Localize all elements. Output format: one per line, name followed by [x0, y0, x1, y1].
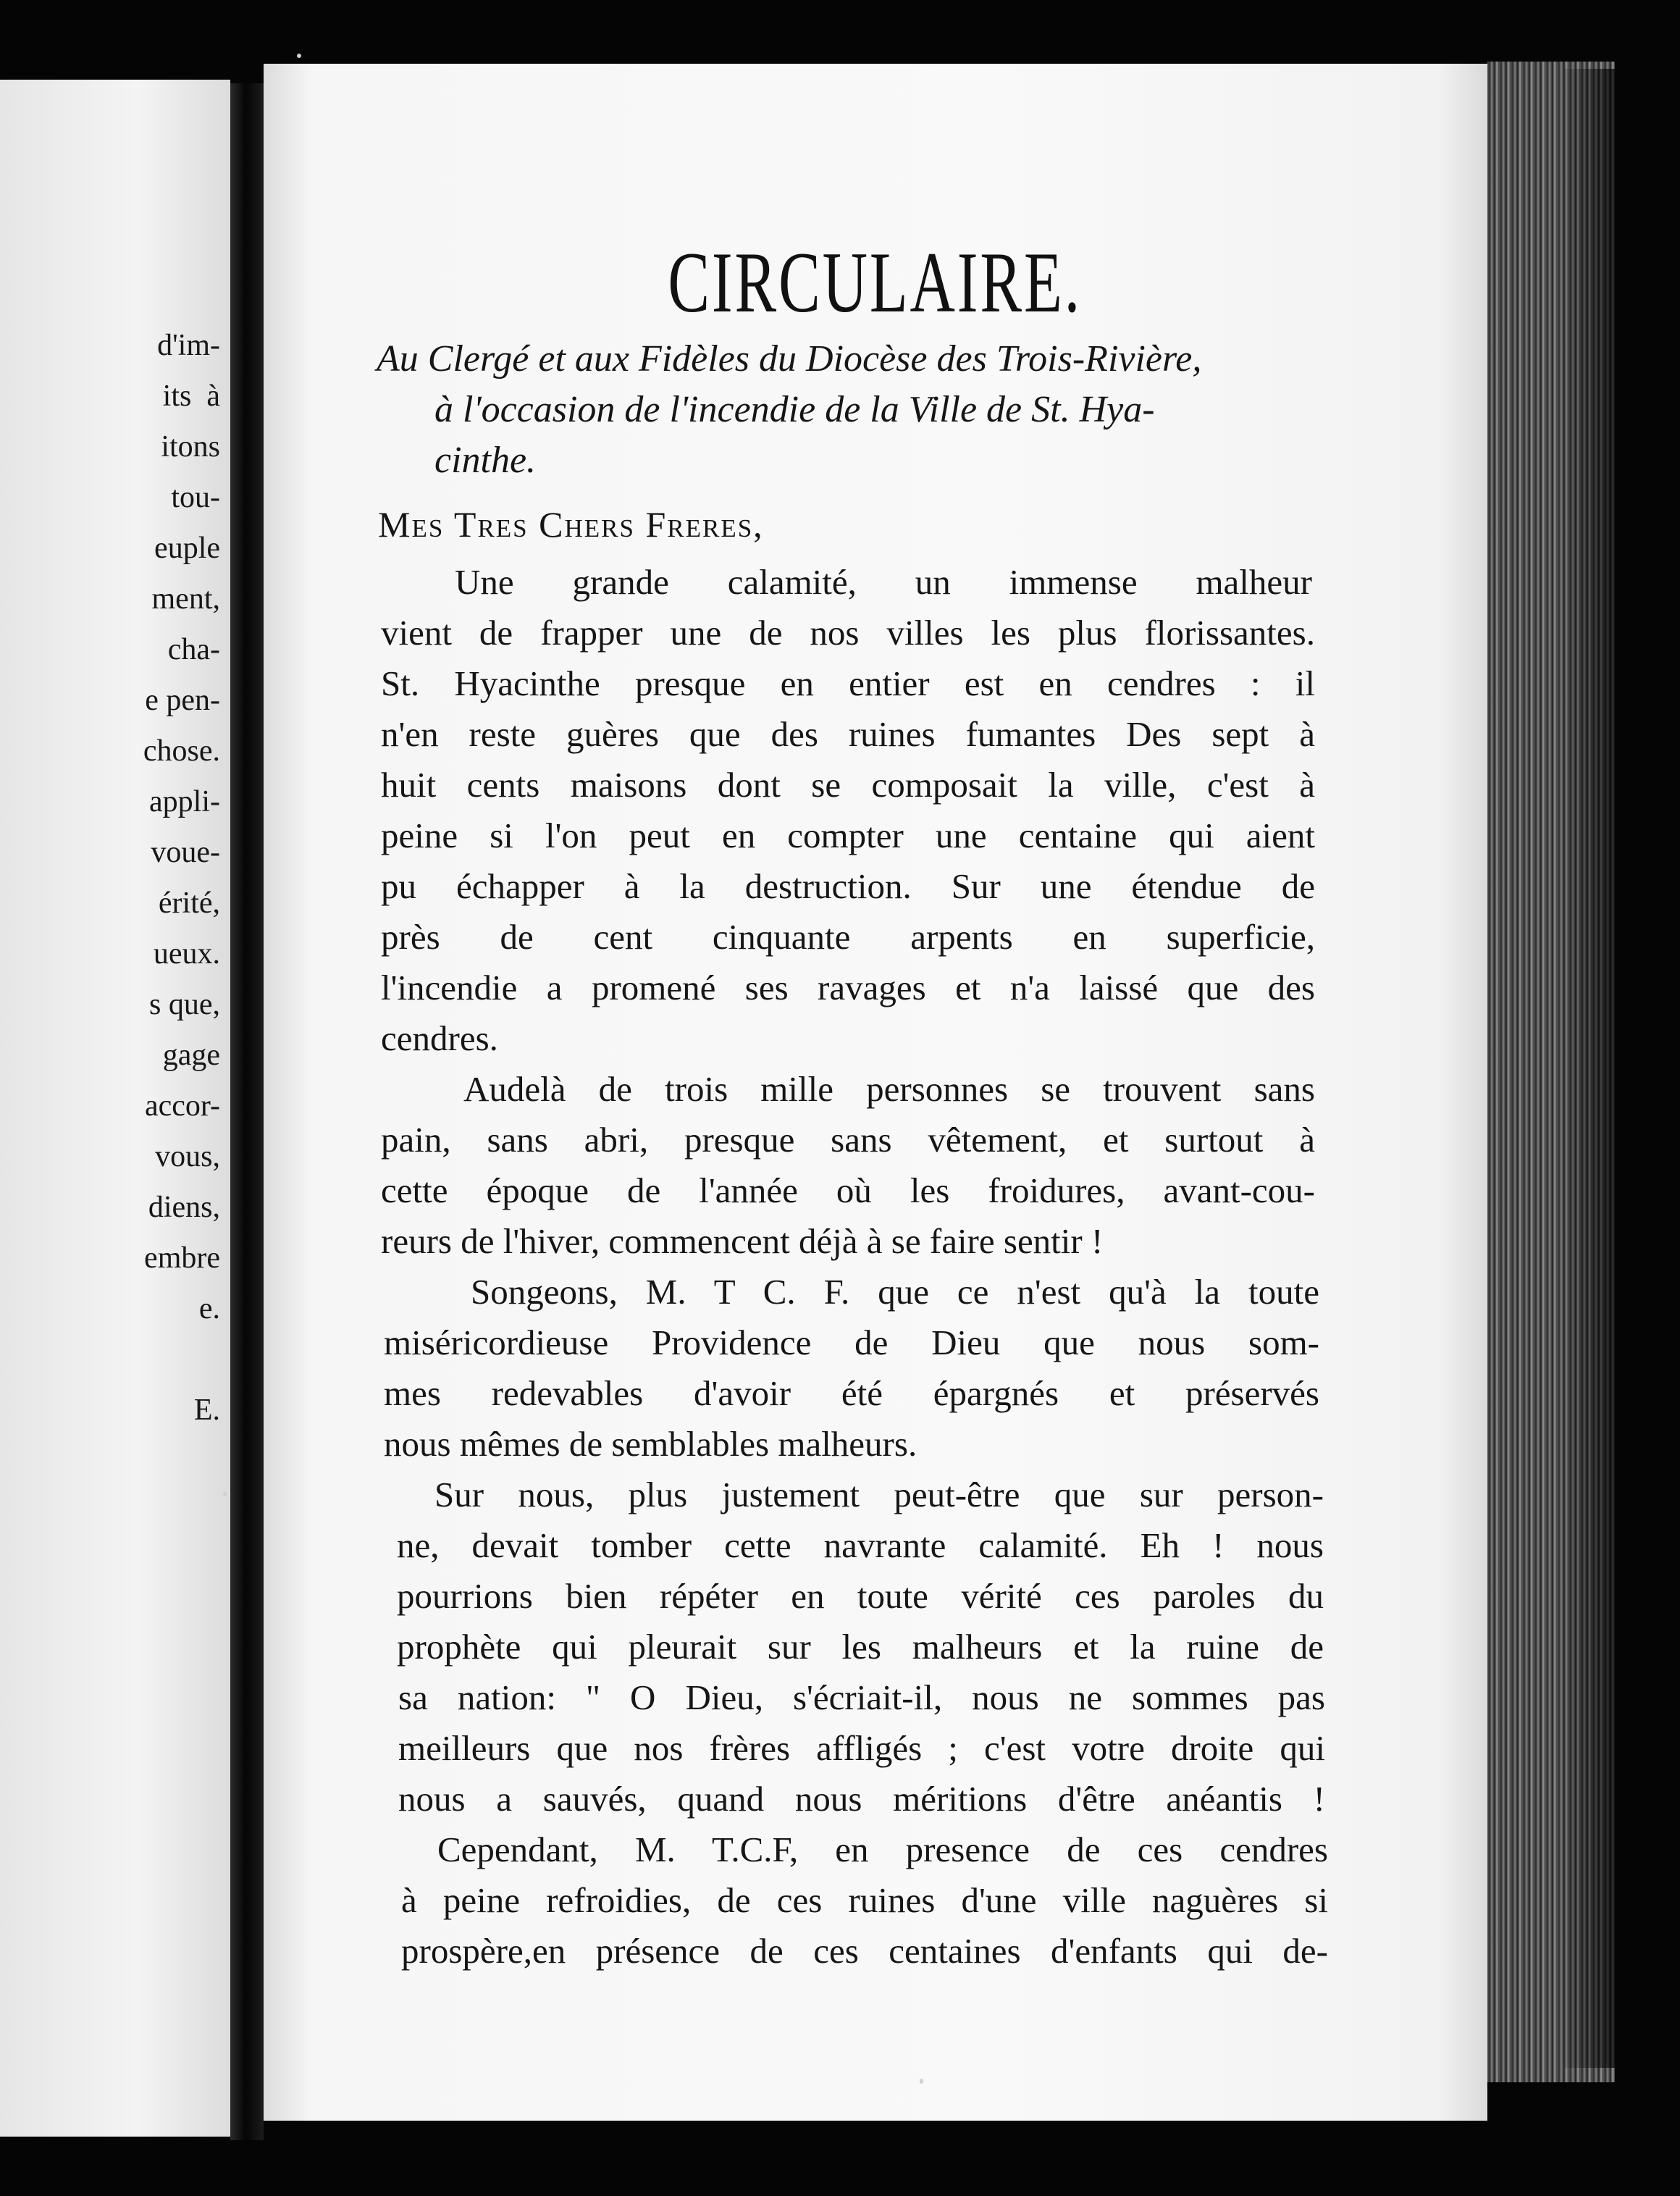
- dust-speck: [920, 2079, 923, 2084]
- left-page-line: ment,: [151, 582, 220, 616]
- body-line: St. Hyacinthe presque en entier est en cendres : il: [381, 663, 1315, 703]
- body-line: mes redevables d'avoir été épargnés et préservés: [384, 1373, 1319, 1413]
- left-page-line: d'im-: [157, 329, 220, 362]
- left-page-line: its à: [162, 380, 220, 413]
- left-page-line: embre: [144, 1241, 220, 1275]
- body-line: à peine refroidies, de ces ruines d'une ville naguères si: [401, 1880, 1328, 1920]
- left-page-line: gage: [162, 1039, 220, 1072]
- body-line: l'incendie a promené ses ravages et n'a laissé que des: [381, 968, 1315, 1007]
- body-line: Sur nous, plus justement peut-être que sur person-: [434, 1475, 1324, 1514]
- left-page-line: s que,: [149, 988, 220, 1021]
- body-line: Une grande calamité, un immense malheur: [455, 562, 1312, 602]
- body-line: Audelà de trois mille personnes se trouvent sans: [463, 1069, 1315, 1109]
- body-line: meilleurs que nos frères affligés ; c'est votre droite qui: [398, 1728, 1325, 1768]
- left-page-line: itons: [161, 430, 220, 464]
- body-line: sa nation: " O Dieu, s'écriait-il, nous ne sommes pas: [398, 1677, 1325, 1717]
- left-page: [0, 80, 230, 2137]
- left-page-line: appli-: [149, 785, 220, 818]
- body-line: prophète qui pleurait sur les malheurs et la ruine de: [397, 1627, 1324, 1667]
- left-page-line: euple: [154, 532, 220, 565]
- body-line: Cependant, M. T.C.F, en presence de ces cendres: [437, 1830, 1328, 1869]
- left-page-line: accor-: [144, 1089, 220, 1123]
- left-page-line: ueux.: [153, 937, 220, 971]
- body-line: reurs de l'hiver, commencent déjà à se faire sentir !: [381, 1221, 1104, 1261]
- page-edges-shadow: [1564, 69, 1615, 2068]
- subtitle-line: Au Clergé et aux Fidèles du Diocèse des Trois-Rivière,: [377, 338, 1202, 380]
- body-line: prospère,en présence de ces centaines d'enfants qui de-: [401, 1931, 1328, 1971]
- left-page-line: e pen-: [145, 684, 220, 717]
- page-title: CIRCULAIRE.: [668, 234, 1083, 330]
- left-page-line: chose.: [143, 734, 220, 768]
- left-page-line: vouе-: [151, 836, 220, 869]
- left-page-line: vous,: [155, 1140, 220, 1173]
- body-line: ne, devait tomber cette navrante calamité. Eh ! nous: [397, 1525, 1324, 1565]
- subtitle-line: à l'occasion de l'incendie de la Ville de St. Hya-: [434, 389, 1155, 430]
- left-page-line: diens,: [148, 1191, 220, 1224]
- body-line: près de cent cinquante arpents en superficie,: [381, 917, 1315, 957]
- body-line: vient de frapper une de nos villes les plus florissantes.: [381, 613, 1315, 653]
- dust-speck: [223, 1492, 227, 1496]
- body-line: cendres.: [381, 1018, 498, 1058]
- dust-speck: [297, 54, 301, 58]
- body-line: pain, sans abri, presque sans vêtement, et surtout à: [381, 1120, 1315, 1160]
- body-line: pourrions bien répéter en toute vérité ces paroles du: [397, 1576, 1324, 1616]
- body-line: nous a sauvés, quand nous méritions d'être anéantis !: [398, 1779, 1325, 1819]
- body-line: cette époque de l'année où les froidures, avant-cou-: [381, 1170, 1315, 1210]
- left-page-line: E.: [193, 1394, 220, 1427]
- salutation: Mes Tres Chers Freres,: [378, 504, 764, 545]
- body-line: pu échapper à la destruction. Sur une étendue de: [381, 866, 1315, 906]
- subtitle-line: cinthe.: [434, 440, 537, 481]
- book-gutter: [230, 83, 264, 2140]
- body-line: nous mêmes de semblables malheurs.: [384, 1424, 917, 1464]
- left-page-line: cha-: [167, 633, 220, 666]
- body-line: peine si l'on peut en compter une centaine qui aient: [381, 816, 1315, 855]
- body-line: Songeons, M. T C. F. que ce n'est qu'à la toute: [471, 1272, 1319, 1312]
- left-page-line: e.: [198, 1292, 220, 1325]
- body-line: huit cents maisons dont se composait la ville, c'est à: [381, 765, 1315, 805]
- body-line: n'en reste guères que des ruines fumantes Des sept à: [381, 714, 1315, 754]
- left-page-line: tou-: [171, 481, 220, 514]
- left-page-line: érité,: [158, 887, 220, 920]
- body-line: miséricordieuse Providence de Dieu que nous som-: [384, 1323, 1319, 1362]
